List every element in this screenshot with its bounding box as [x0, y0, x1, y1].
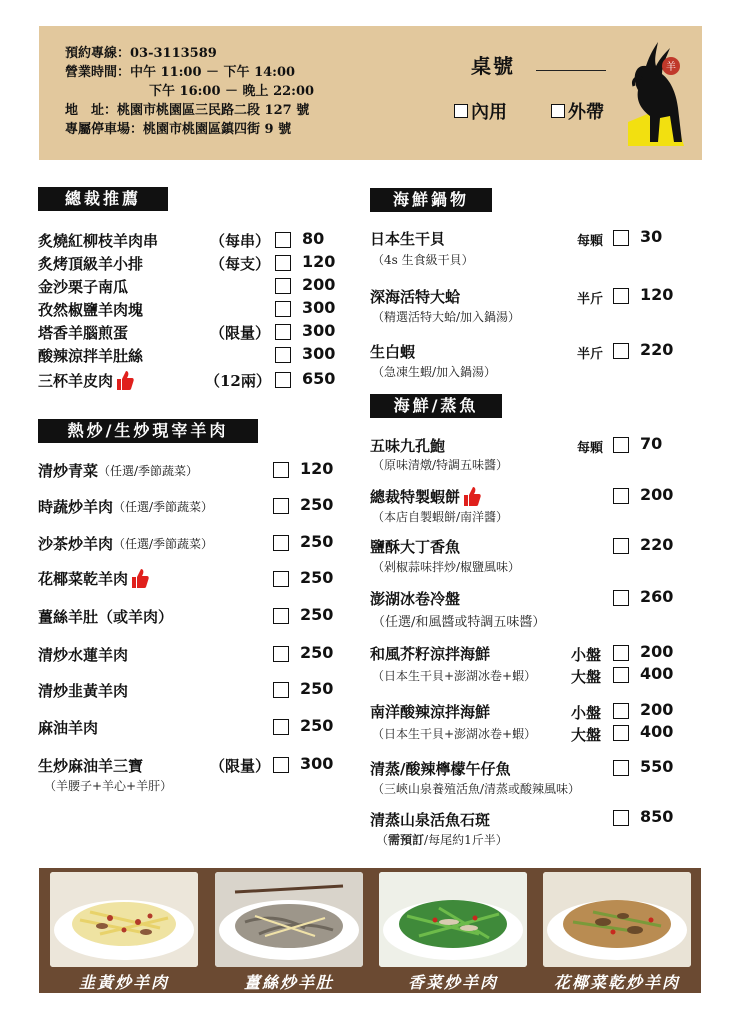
menu-item-recommend-2: [38, 253, 143, 273]
item-unit-large: 大盤: [571, 668, 602, 686]
order-checkbox[interactable]: [613, 810, 629, 826]
dine-in-checkbox[interactable]: [454, 104, 468, 118]
item-name: 清炒水蓮羊肉: [38, 645, 129, 664]
item-name: 生白蝦: [370, 342, 416, 361]
menu-item-seafood-7: [370, 758, 510, 778]
menu-item-hotpot-1: [370, 228, 445, 248]
logo-mark-text: 羊: [666, 62, 676, 73]
order-checkbox[interactable]: [273, 682, 289, 698]
item-name: 孜然椒鹽羊肉塊: [38, 300, 144, 319]
item-description: （日本生干貝+澎湖冰卷+蝦）: [372, 727, 537, 741]
order-checkbox[interactable]: [275, 324, 291, 340]
item-price: 200: [302, 275, 336, 294]
dish-photo-strip: [39, 868, 701, 993]
item-unit-large: 大盤: [571, 726, 602, 744]
item-price: 30: [640, 227, 663, 246]
order-checkbox[interactable]: [275, 372, 291, 388]
item-unit-small: 小盤: [571, 704, 602, 722]
thumbs-up-icon: [114, 369, 134, 391]
order-checkbox[interactable]: [613, 488, 629, 504]
item-name: 沙茶炒羊肉: [38, 534, 114, 553]
item-unit: 半斤: [577, 292, 604, 307]
dish-photo: [50, 872, 198, 967]
item-price: 250: [300, 495, 334, 514]
menu-item-recommend-4: [38, 299, 143, 319]
item-name: 金沙栗子南瓜: [38, 277, 129, 296]
item-name: 總裁特製蝦餅: [370, 487, 461, 506]
menu-item-seafood-6: [370, 701, 490, 721]
item-name: 清蒸山泉活魚石斑: [370, 810, 491, 829]
item-note: （任選/季節蔬菜）: [113, 536, 214, 551]
table-number-field[interactable]: [536, 70, 606, 71]
menu-item-recommend-6: [38, 345, 143, 365]
menu-item-stirfry-5: [38, 606, 173, 626]
menu-item-seafood-8: [370, 809, 490, 829]
item-price: 250: [300, 532, 334, 551]
order-checkbox[interactable]: [613, 343, 629, 359]
item-description: （三峽山泉養殖活魚/清蒸或酸辣風味）: [372, 782, 581, 796]
item-unit: （每串）: [210, 231, 271, 250]
item-description: （精選活特大蛤/加入鍋湯）: [372, 310, 521, 324]
item-price: 250: [300, 568, 334, 587]
thumbs-up-icon: [129, 567, 149, 589]
dish-photo: [543, 872, 691, 967]
item-price: 220: [640, 535, 674, 554]
item-name: 三杯羊皮肉: [38, 371, 114, 390]
takeout-label: 外帶: [568, 102, 604, 123]
item-unit: （每支）: [210, 254, 271, 273]
item-unit: （12兩）: [205, 371, 271, 390]
item-description: （本店自製蝦餅/南洋醬）: [372, 510, 509, 524]
item-price-small: 200: [640, 700, 674, 719]
menu-item-recommend-5: [38, 322, 128, 342]
item-name: 五味九孔鮑: [370, 436, 446, 455]
dish-image: [215, 872, 363, 967]
item-price: 120: [640, 285, 674, 304]
item-price-large: 400: [640, 664, 674, 683]
item-name: 鹽酥大丁香魚: [370, 537, 461, 556]
contact-info: [65, 44, 314, 139]
section-recommend: 總裁推薦: [38, 187, 168, 211]
order-checkbox[interactable]: [613, 437, 629, 453]
order-checkbox[interactable]: [275, 301, 291, 317]
order-checkbox[interactable]: [613, 230, 629, 246]
menu-item-hotpot-2: [370, 286, 460, 306]
item-price: 550: [640, 757, 674, 776]
item-price-large: 400: [640, 722, 674, 741]
item-name: 南洋酸辣涼拌海鮮: [370, 702, 491, 721]
menu-item-seafood-2: [370, 486, 481, 506]
item-name: 清炒青菜: [38, 461, 99, 480]
menu-item-seafood-3: [370, 536, 460, 556]
item-unit: 每顆: [577, 234, 604, 249]
item-price: 260: [640, 587, 674, 606]
item-name: 清炒韭黃羊肉: [38, 681, 129, 700]
takeout-option[interactable]: [551, 98, 604, 124]
item-price: 120: [302, 252, 336, 271]
item-price: 80: [302, 229, 325, 248]
item-price-small: 200: [640, 642, 674, 661]
item-price: 250: [300, 679, 334, 698]
item-price: 70: [640, 434, 663, 453]
dish-image: [50, 872, 198, 967]
item-unit: （限量）: [210, 756, 271, 775]
item-price: 200: [640, 485, 674, 504]
section-hotpot: 海鮮鍋物: [370, 188, 492, 212]
menu-item-stirfry-4: [38, 568, 149, 588]
address-line: 地 址：桃園市桃園區三民路二段 127 號: [65, 103, 310, 118]
item-price: 650: [302, 369, 336, 388]
section-seafood: 海鮮/蒸魚: [370, 394, 502, 418]
order-checkbox[interactable]: [613, 288, 629, 304]
order-checkbox[interactable]: [613, 760, 629, 776]
item-description: （羊腰子+羊心+羊肝）: [44, 779, 173, 793]
item-price: 250: [300, 643, 334, 662]
order-checkbox-small[interactable]: [613, 703, 629, 719]
hours-line-2: 下午 16:00 － 晚上 22:00: [149, 84, 315, 99]
item-description: （剁椒蒜味拌炒/椒鹽風味）: [372, 560, 521, 574]
header-panel: [39, 26, 702, 160]
order-checkbox[interactable]: [273, 535, 289, 551]
order-checkbox[interactable]: [613, 538, 629, 554]
item-description: （4s 生食級干貝）: [372, 253, 474, 267]
phone-line: 預約專線：03-3113589: [65, 46, 217, 61]
order-checkbox-large[interactable]: [613, 725, 629, 741]
menu-item-recommend-1: [38, 230, 158, 250]
item-unit: 半斤: [577, 347, 604, 362]
menu-item-recommend-3: [38, 276, 128, 296]
item-price: 850: [640, 807, 674, 826]
item-name: 清蒸/酸辣檸檬午仔魚: [370, 759, 511, 778]
order-checkbox[interactable]: [273, 571, 289, 587]
item-price: 120: [300, 459, 334, 478]
item-price: 300: [302, 321, 336, 340]
dish-photo: [215, 872, 363, 967]
order-checkbox[interactable]: [273, 462, 289, 478]
menu-item-stirfry-9: [38, 755, 143, 775]
order-checkbox[interactable]: [273, 719, 289, 735]
item-note: （任選/季節蔬菜）: [113, 499, 214, 514]
order-checkbox[interactable]: [273, 646, 289, 662]
item-name: 塔香羊腦煎蛋: [38, 323, 129, 342]
item-note: （任選/季節蔬菜）: [98, 463, 199, 478]
menu-item-stirfry-8: [38, 717, 98, 737]
dine-in-label: 內用: [471, 102, 507, 123]
item-name: 炙燒紅柳枝羊肉串: [38, 231, 159, 250]
dish-caption: 香菜炒羊肉: [407, 973, 498, 992]
item-name: 和風芥籽涼拌海鮮: [370, 644, 491, 663]
parking-line: 專屬停車場：桃園市桃園區鎮四街 9 號: [65, 122, 292, 137]
order-checkbox[interactable]: [273, 757, 289, 773]
item-name: 酸辣涼拌羊肚絲: [38, 346, 144, 365]
order-checkbox[interactable]: [273, 498, 289, 514]
dine-in-option[interactable]: [454, 98, 507, 124]
dish-image: [543, 872, 691, 967]
order-checkbox[interactable]: [275, 232, 291, 248]
item-name: 花椰菜乾羊肉: [38, 569, 129, 588]
order-checkbox[interactable]: [275, 278, 291, 294]
order-checkbox-large[interactable]: [613, 667, 629, 683]
item-unit: （限量）: [210, 323, 271, 342]
item-price: 300: [302, 344, 336, 363]
menu-item-stirfry-2: [38, 496, 213, 516]
item-name: 生炒麻油羊三寶: [38, 756, 144, 775]
section-stirfry: 熱炒/生炒現宰羊肉: [38, 419, 258, 443]
menu-item-seafood-4: [370, 588, 460, 608]
item-price: 300: [302, 298, 336, 317]
item-unit: 每顆: [577, 441, 604, 456]
item-unit-small: 小盤: [571, 646, 602, 664]
item-name: 時蔬炒羊肉: [38, 497, 114, 516]
item-name: 深海活特大蛤: [370, 287, 461, 306]
menu-item-stirfry-7: [38, 680, 128, 700]
item-description: （原味清燉/特調五味醬）: [372, 458, 509, 472]
menu-item-recommend-7: [38, 370, 134, 390]
item-price: 300: [300, 754, 334, 773]
item-name: 日本生干貝: [370, 229, 446, 248]
order-checkbox[interactable]: [275, 347, 291, 363]
thumbs-up-icon: [461, 485, 481, 507]
order-checkbox[interactable]: [275, 255, 291, 271]
item-price: 250: [300, 605, 334, 624]
dish-caption: 薑絲炒羊肚: [243, 973, 334, 992]
item-price: 250: [300, 716, 334, 735]
dish-caption: 韭黃炒羊肉: [78, 973, 169, 992]
item-name: 麻油羊肉: [38, 718, 99, 737]
takeout-checkbox[interactable]: [551, 104, 565, 118]
dish-caption: 花椰菜乾炒羊肉: [553, 973, 680, 992]
dish-image: [379, 872, 527, 967]
order-checkbox[interactable]: [613, 590, 629, 606]
menu-item-seafood-1: [370, 435, 445, 455]
preorder-note: 需預訂: [388, 833, 425, 847]
goat-logo-icon: [624, 36, 699, 148]
dish-photo: [379, 872, 527, 967]
item-description: （需預訂/每尾約1斤半）: [376, 833, 508, 847]
item-name: 澎湖冰卷冷盤: [370, 589, 461, 608]
item-name: 炙烤頂級羊小排: [38, 254, 144, 273]
menu-item-seafood-5: [370, 643, 490, 663]
item-name: 薑絲羊肚（或羊肉）: [38, 607, 174, 626]
order-checkbox[interactable]: [273, 608, 289, 624]
item-description: （日本生干貝+澎湖冰卷+蝦）: [372, 669, 537, 683]
order-checkbox-small[interactable]: [613, 645, 629, 661]
weight-note: /每尾約1斤半）: [424, 833, 508, 847]
item-price: 220: [640, 340, 674, 359]
menu-item-stirfry-3: [38, 533, 213, 553]
menu-item-stirfry-1: [38, 460, 198, 480]
table-number-label: 桌號: [471, 54, 515, 78]
item-description: （急凍生蝦/加入鍋湯）: [372, 365, 497, 379]
menu-item-stirfry-6: [38, 644, 128, 664]
hours-line-1: 營業時間：中午 11:00 － 下午 14:00: [65, 65, 296, 80]
item-description: （任選/和風醬或特調五味醬）: [372, 615, 546, 630]
menu-item-hotpot-3: [370, 341, 415, 361]
